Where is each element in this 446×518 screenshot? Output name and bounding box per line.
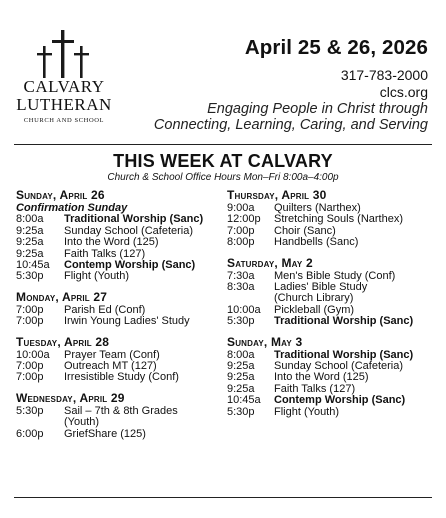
calvary-logo: [14, 28, 114, 124]
tagline-line1: Engaging People in Christ through: [207, 101, 428, 117]
event-time: 9:00a: [227, 202, 255, 214]
event-name: Flight (Youth): [274, 405, 340, 418]
contact-info: [341, 67, 428, 101]
event-name: Traditional Worship (Sanc): [274, 315, 414, 328]
day-heading-monday-april-27: Monday, April 27: [16, 289, 108, 304]
event-name: Prayer Team (Conf): [64, 348, 160, 361]
event-time: 12:00p: [227, 213, 261, 226]
event-time: 9:25a: [227, 360, 255, 373]
event-name: Pickleball (Gym): [274, 303, 355, 316]
event-name: Sunday School (Cafeteria): [274, 360, 404, 373]
phone-number: 317-783-2000: [340, 67, 428, 83]
office-hours: Church & School Office Hours Mon–Fri 8:00a–4:00p: [107, 172, 339, 183]
schedule-right-column: [227, 189, 432, 418]
event-name: Stretching Souls (Narthex): [274, 213, 403, 226]
event-name: Irresistible Study (Conf): [64, 371, 179, 384]
event-time: 8:30a: [227, 281, 255, 294]
event-time: 9:25a: [16, 236, 44, 249]
event-name: Sunday School (Cafeteria): [64, 224, 194, 237]
event-row: [16, 316, 226, 327]
website-link[interactable]: clcs.org: [379, 84, 428, 100]
event-time: 10:00a: [227, 303, 261, 316]
event-row: [16, 271, 226, 282]
day-heading-wednesday-april-29: Wednesday, April 29: [16, 390, 125, 405]
event-name: Contemp Worship (Sanc): [64, 259, 196, 272]
event-time: 5:30p: [227, 405, 255, 418]
event-name: Flight (Youth): [64, 270, 130, 283]
event-time: 7:00p: [16, 315, 44, 328]
event-name: Into the Word (125): [64, 236, 159, 249]
logo-name-line2: LUTHERAN: [16, 95, 112, 114]
day-heading-thursday-april-30: Thursday, April 30: [227, 188, 327, 202]
event-name: (Youth): [64, 416, 100, 429]
event-time: 6:00p: [16, 427, 44, 440]
schedule-left-column: [16, 189, 226, 440]
event-name: Faith Talks (127): [274, 382, 356, 395]
event-name: Contemp Worship (Sanc): [274, 394, 406, 407]
event-row: [16, 372, 226, 383]
event-time: 5:30p: [16, 404, 44, 417]
event-name: Parish Ed (Conf): [64, 303, 146, 316]
event-name: GriefShare (125): [64, 427, 146, 440]
event-name: Traditional Worship (Sanc): [274, 348, 414, 361]
logo-subtitle: CHURCH AND SCHOOL: [23, 117, 105, 124]
day-heading-sunday-april-26: Sunday, April 26: [16, 188, 105, 202]
event-time: 10:45a: [227, 394, 261, 407]
event-row: [16, 406, 226, 417]
event-time: 8:00a: [16, 213, 44, 226]
event-name: Sail – 7th & 8th Grades: [64, 404, 178, 417]
day-heading-tuesday-april-28: Tuesday, April 28: [16, 334, 110, 349]
event-name: Irwin Young Ladies' Study: [64, 315, 190, 328]
event-name: Ladies' Bible Study: [274, 281, 368, 294]
top-divider: [14, 144, 432, 145]
event-time: 9:25a: [227, 371, 255, 384]
logo-name-line1: CALVARY: [23, 77, 105, 96]
event-name: Faith Talks (127): [64, 247, 146, 260]
event-time: 7:00p: [227, 224, 255, 237]
event-name: Choir (Sanc): [274, 224, 336, 237]
tagline: [154, 101, 428, 133]
event-time: 10:00a: [16, 348, 50, 361]
event-time: 8:00p: [227, 236, 255, 249]
event-time: 9:25a: [16, 247, 44, 260]
event-row: [16, 237, 226, 248]
event-row: [227, 316, 432, 327]
bulletin-date: April 25 & 26, 2026: [244, 36, 428, 59]
event-name: Handbells (Sanc): [274, 236, 359, 249]
tagline-line2: Connecting, Learning, Caring, and Serving: [153, 117, 428, 133]
event-row: [227, 407, 432, 418]
event-time: 8:00a: [227, 348, 255, 361]
day-heading-sunday-may-3: Sunday, May 3: [227, 334, 303, 349]
day-subtitle: Confirmation Sunday: [16, 202, 128, 214]
event-time: 7:00p: [16, 360, 44, 373]
event-time: 9:25a: [227, 382, 255, 395]
event-time: 7:30a: [227, 269, 255, 282]
event-name: Traditional Worship (Sanc): [64, 213, 204, 226]
crosses-icon: [34, 28, 94, 78]
event-name: Quilters (Narthex): [274, 202, 361, 214]
day-heading-saturday-may-2: Saturday, May 2: [227, 255, 313, 270]
week-title: THIS WEEK AT CALVARY: [113, 151, 333, 171]
bottom-divider: [14, 497, 432, 498]
event-time: 7:00p: [16, 303, 44, 316]
event-time: 9:25a: [16, 224, 44, 237]
event-time: 5:30p: [227, 315, 255, 328]
event-row: [227, 395, 432, 406]
event-name: (Church Library): [274, 292, 354, 305]
event-name: Outreach MT (127): [64, 360, 157, 373]
event-time: 7:00p: [16, 371, 44, 384]
event-name: Into the Word (125): [274, 371, 369, 384]
event-time: [16, 417, 64, 428]
event-row: [227, 237, 432, 248]
event-row: [16, 417, 226, 428]
event-name: Men's Bible Study (Conf): [274, 269, 396, 282]
event-time: 5:30p: [16, 270, 44, 283]
event-time: 10:45a: [16, 259, 50, 272]
event-row: [16, 429, 226, 440]
